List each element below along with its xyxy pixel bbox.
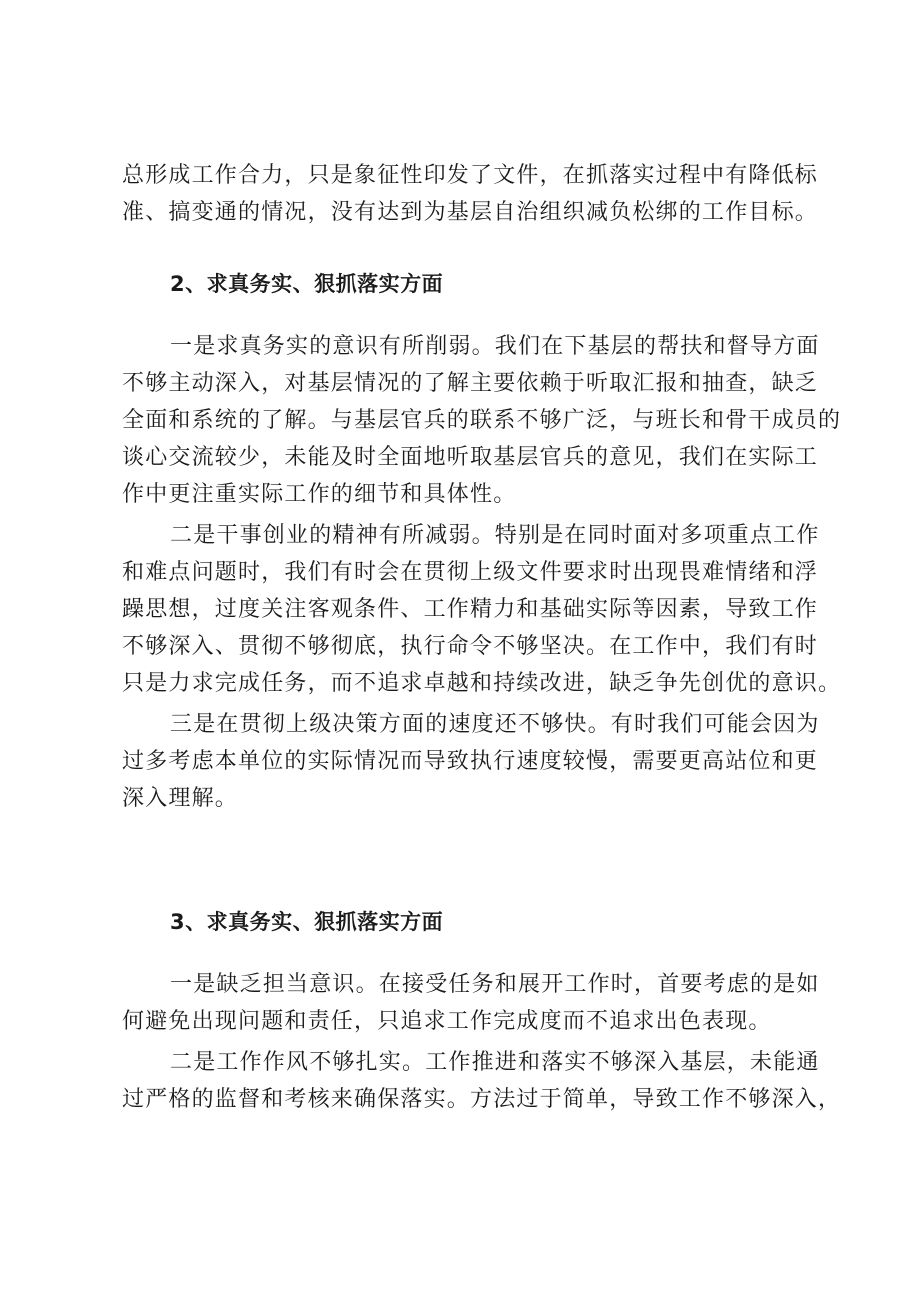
text-line: 和难点问题时，我们有时会在贯彻上级文件要求时出现畏难情绪和浮 — [122, 560, 819, 585]
text-line: 二是工作作风不够扎实。工作推进和落实不够深入基层，未能通 — [170, 1050, 820, 1075]
section-2-body — [122, 328, 842, 817]
text-line: 不够深入、贯彻不够彻底，执行命令不够坚决。在工作中，我们有时 — [122, 634, 819, 659]
text-line: 准、搞变通的情况，没有达到为基层自治组织减负松绑的工作目标。 — [122, 200, 819, 225]
text-line: 全面和系统的了解。与基层官兵的联系不够广泛，与班长和骨干成员的 — [122, 408, 842, 433]
text-line: 三是在贯彻上级决策方面的速度还不够快。有时我们可能会因为 — [170, 712, 820, 737]
text-line: 不够主动深入，对基层情况的了解主要依赖于听取汇报和抽查，缺乏 — [122, 371, 819, 396]
text-line: 谈心交流较少，未能及时全面地听取基层官兵的意见，我们在实际工 — [122, 445, 819, 470]
text-line: 过严格的监督和考核来确保落实。方法过于简单，导致工作不够深入， — [122, 1087, 842, 1112]
text-line: 总形成工作合力，只是象征性印发了文件，在抓落实过程中有降低标 — [122, 163, 819, 188]
text-line: 作中更注重实际工作的细节和具体性。 — [122, 482, 517, 507]
text-line: 过多考虑本单位的实际情况而导致执行速度较慢，需要更高站位和更 — [122, 749, 819, 774]
paragraph-continuation — [122, 157, 822, 231]
text-line: 一是缺乏担当意识。在接受任务和展开工作时，首要考虑的是如 — [170, 972, 820, 997]
text-line: 一是求真务实的意识有所削弱。我们在下基层的帮扶和督导方面 — [170, 334, 820, 359]
text-line: 深入理解。 — [122, 786, 239, 811]
text-line: 躁思想，过度关注客观条件、工作精力和基础实际等因素，导致工作 — [122, 597, 819, 622]
text-line: 何避免出现问题和责任，只追求工作完成度而不追求出色表现。 — [122, 1009, 772, 1034]
section-3-body — [122, 966, 842, 1118]
section-heading-3: 3、求真务实、狠抓落实方面 — [170, 910, 444, 934]
text-line: 只是力求完成任务，而不追求卓越和持续改进，缺乏争先创优的意识。 — [122, 671, 842, 696]
section-heading-2: 2、求真务实、狠抓落实方面 — [170, 272, 444, 296]
text-line: 二是干事创业的精神有所减弱。特别是在同时面对多项重点工作 — [170, 523, 820, 548]
